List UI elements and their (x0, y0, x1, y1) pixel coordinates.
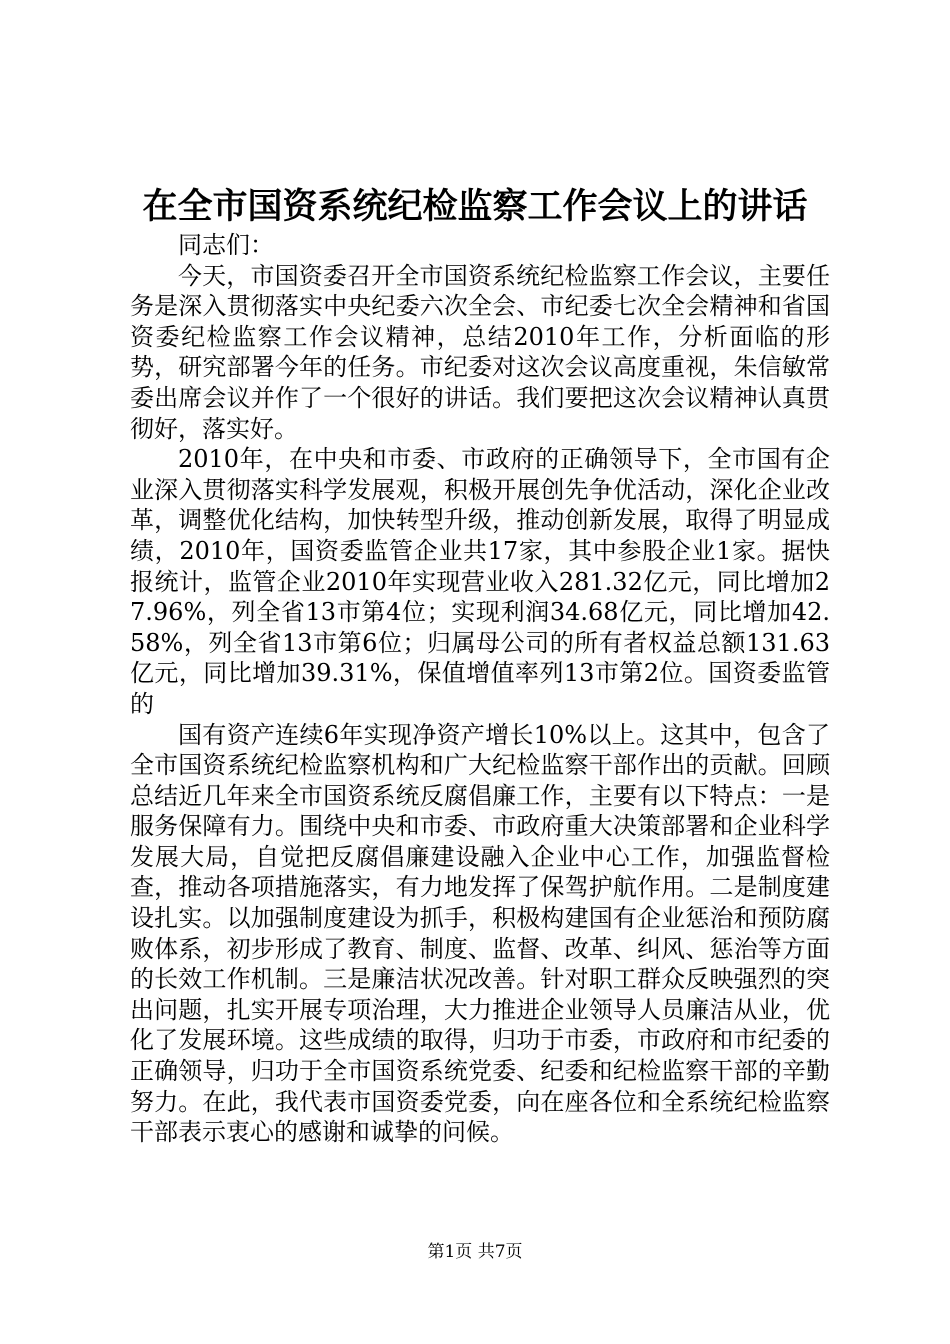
body-paragraph: 今天，市国资委召开全市国资系统纪检监察工作会议，主要任务是深入贯彻落实中央纪委六次全会、市纪委七次全会精神和省国资委纪检监察工作会议精神，总结2010年工作，分析面临的形势，研究部署今年的任务。市纪委对这次会议高度重视，朱信敏常委出席会议并作了一个很好的讲话。我们要把这次会议精神认真贯彻好，落实好。 (130, 261, 830, 443)
body-paragraph: 2010年，在中央和市委、市政府的正确领导下，全市国有企业深入贯彻落实科学发展观，积极开展创先争优活动，深化企业改革，调整优化结构，加快转型升级，推动创新发展，取得了明显成绩，2010年，国资委监管企业共17家，其中参股企业1家。据快报统计，监管企业2010年实现营业收入281.32亿元，同比增加27.96%，列全省13市第4位；实现利润34.68亿元，同比增加42.58%，列全省13市第6位；归属母公司的所有者权益总额131.63亿元，同比增加39.31%，保值增值率列13市第2位。国资委监管的 (130, 445, 830, 718)
salutation-paragraph: 同志们： (178, 231, 274, 259)
body-paragraph: 国有资产连续6年实现净资产增长10%以上。这其中，包含了全市国资系统纪检监察机构和广大纪检监察干部作出的贡献。回顾总结近几年来全市国资系统反腐倡廉工作，主要有以下特点：一是服务保障有力。围绕中央和市委、市政府重大决策部署和企业科学发展大局，自觉把反腐倡廉建设融入企业中心工作，加强监督检查，推动各项措施落实，有力地发挥了保驾护航作用。二是制度建设扎实。以加强制度建设为抓手，积极构建国有企业惩治和预防腐败体系，初步形成了教育、制度、监督、改革、纠风、惩治等方面的长效工作机制。三是廉洁状况改善。针对职工群众反映强烈的突出问题，扎实开展专项治理，大力推进企业领导人员廉洁从业，优化了发展环境。这些成绩的取得，归功于市委，市政府和市纪委的正确领导，归功于全市国资系统党委、纪委和纪检监察干部的辛勤努力。在此，我代表市国资委党委，向在座各位和全系统纪检监察干部表示衷心的感谢和诚挚的问候。 (130, 720, 830, 1147)
document-title: 在全市国资系统纪检监察工作会议上的讲话 (142, 186, 808, 227)
document-body (130, 230, 830, 1148)
page-number-footer: 第1页 共7页 (427, 1242, 523, 1262)
